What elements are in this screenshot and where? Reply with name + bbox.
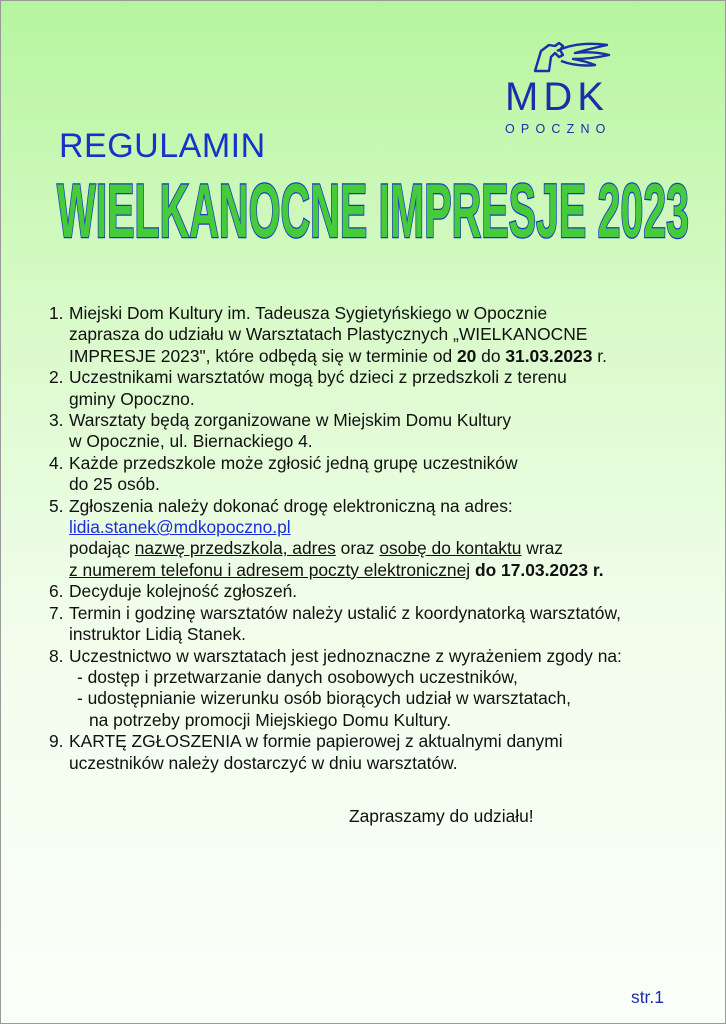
page-number: str.1	[631, 987, 664, 1007]
rule-line: Zgłoszenia należy dokonać drogę elektroniczną na adres:	[69, 495, 513, 516]
rule-item	[49, 303, 699, 367]
rule-item	[49, 367, 699, 410]
rule-number: 3.	[49, 410, 64, 431]
rule-item	[49, 410, 699, 453]
rule-line: r.	[592, 345, 607, 366]
start-date: 20	[457, 345, 477, 366]
rule-number: 9.	[49, 731, 64, 752]
rule-line: zaprasza do udziału w Warsztatach Plastycznych „WIELKANOCNE	[69, 324, 588, 345]
rule-subline: na potrzeby promocji Miejskiego Domu Kultury.	[89, 709, 452, 730]
rule-text	[69, 367, 699, 410]
logo-text: MDK	[505, 75, 609, 119]
rule-text	[69, 453, 699, 496]
event-title	[1, 163, 701, 253]
rule-number: 5.	[49, 495, 64, 516]
rule-line: wraz	[521, 538, 564, 559]
rule-number: 7.	[49, 602, 64, 623]
closing-invitation: Zapraszamy do udziału!	[349, 806, 534, 826]
rule-text	[69, 581, 699, 602]
rule-line: gminy Opoczno.	[69, 388, 195, 409]
rule-subline: - dostęp i przetwarzanie danych osobowych uczestników,	[77, 666, 518, 687]
rule-line: Uczestnictwo w warsztatach jest jednoznaczne z wyrażeniem zgody na:	[69, 645, 622, 666]
rule-line: podając	[69, 538, 135, 559]
rule-item	[49, 731, 699, 774]
rule-number: 2.	[49, 367, 64, 388]
rule-line: do	[476, 345, 506, 366]
rule-line: IMPRESJE 2023", które odbędą się w terminie od	[69, 345, 457, 366]
event-title-text: WIELKANOCNE IMPRESJE 2023	[57, 169, 689, 253]
rule-line: Miejski Dom Kultury im. Tadeusza Sygietyńskiego w Opocznie	[69, 303, 548, 323]
rule-number: 4.	[49, 452, 64, 473]
rule-number: 8.	[49, 645, 64, 666]
required-name-address: nazwę przedszkola, adres	[134, 538, 336, 559]
rule-line: do 25 osób.	[69, 474, 160, 495]
rule-line: oraz	[335, 538, 380, 559]
rule-line: Uczestnikami warsztatów mogą być dzieci z przedszkoli z terenu	[69, 367, 567, 388]
rule-item	[49, 496, 699, 582]
end-date: 31.03.2023	[505, 345, 593, 366]
rule-line: Każde przedszkole może zgłosić jedną grupę uczestników	[69, 452, 518, 473]
deadline-date: do 17.03.2023 r.	[474, 559, 604, 580]
rule-number: 1.	[49, 303, 64, 323]
rule-line: KARTĘ ZGŁOSZENIA w formie papierowej z aktualnymi danymi	[69, 731, 563, 752]
rule-subline: - udostępnianie wizerunku osób biorących udział w warsztatach,	[77, 688, 571, 709]
rule-item	[49, 603, 699, 646]
required-phone-email: z numerem telefonu i adresem poczty elektronicznej	[69, 559, 471, 580]
rule-line: w Opocznie, ul. Biernackiego 4.	[69, 431, 313, 452]
regulation-label: REGULAMIN	[59, 127, 266, 165]
rule-text	[69, 496, 699, 582]
rule-line: uczestników należy dostarczyć w dniu warsztatów.	[69, 752, 458, 773]
rule-item	[49, 646, 699, 732]
rule-text	[69, 410, 699, 453]
email-link[interactable]: lidia.stanek@mdkopoczno.pl	[69, 517, 291, 538]
rule-line: Termin i godzinę warsztatów należy ustalić z koordynatorką warsztatów,	[69, 602, 621, 623]
rule-line: Warsztaty będą zorganizowane w Miejskim Domu Kultury	[69, 410, 512, 431]
mdk-logo	[497, 37, 627, 137]
rule-line: instruktor Lidią Stanek.	[69, 624, 246, 645]
rule-text	[69, 603, 699, 646]
rule-item	[49, 453, 699, 496]
rule-line: Decyduje kolejność zgłoszeń.	[69, 581, 298, 602]
rule-text	[69, 646, 699, 732]
logo-subtitle: OPOCZNO	[505, 122, 612, 136]
required-contact-person: osobę do kontaktu	[379, 538, 522, 559]
rule-item	[49, 581, 699, 602]
rule-number: 6.	[49, 581, 64, 602]
rules-list	[49, 303, 699, 774]
rule-text	[69, 731, 699, 774]
rule-text	[69, 303, 699, 367]
